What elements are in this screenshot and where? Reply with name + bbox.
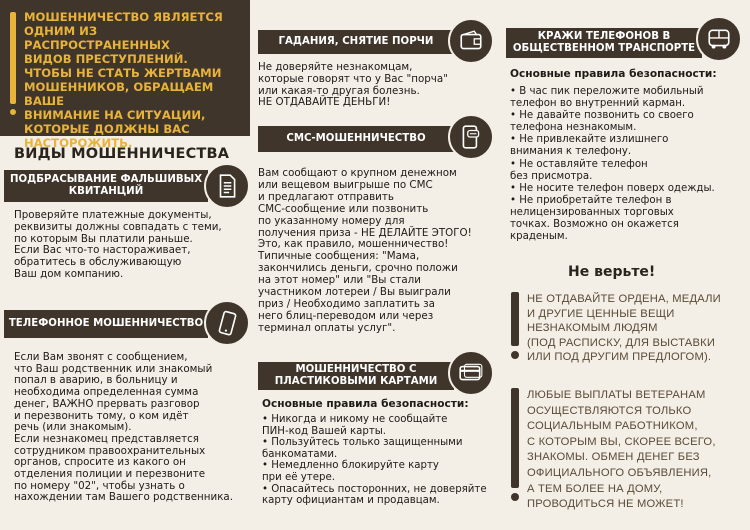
phone-fraud-text: Если Вам звонят с сообщением, что Ваш родственник или знакомый попал в аварию, в больницу и необходима определенная сумма денег, ВАЖНО прервать разговор и перезвонить тому, о ком идёт речь (или знакомым). Если незнакомец представляется сотрудником правоохранительных органов, спросите из какого он отделения полиции и перезвоните по номеру "02", чтобы узнать о нахождении там Вашего родственника. bbox=[14, 351, 233, 504]
payments-warning: ЛЮБЫЕ ВЫПЛАТЫ ВЕТЕРАНАМ ОСУЩЕСТВЛЯЮТСЯ ТОЛЬКО СОЦИАЛЬНЫМ РАБОТНИКОМ, С КОТОРЫМ ВЫ, СКОРЕЕ ВСЕГО, ЗНАКОМЫ. ОБМЕН ДЕНЕГ БЕЗ ОФИЦИАЛЬНОГО ОБЪЯВЛЕНИЯ, А ТЕМ БОЛЕЕ НА ДОМУ, ПРОВОДИТЬСЯ НЕ МОЖЕТ! bbox=[527, 389, 716, 511]
cards-rules-label: Основные правила безопасности: bbox=[262, 398, 469, 410]
fake-receipts-title: ПОДБРАСЫВАНИЕ ФАЛЬШИВЫХ КВИТАНЦИЙ bbox=[4, 170, 208, 202]
list-item: • Не привлекайте излишнего внимания к телефону. bbox=[510, 134, 669, 158]
list-item: • Не давайте позвонить со своего телефона незнакомым. bbox=[510, 110, 694, 134]
wallet-icon bbox=[448, 18, 494, 64]
sms-title: СМС-МОШЕННИЧЕСТВО bbox=[258, 126, 454, 152]
cards-bullet-list bbox=[262, 414, 498, 507]
list-item: • Не приобретайте телефон в нелицензированных торговых точках. Возможно он окажется краденым. bbox=[510, 194, 679, 243]
intro-box bbox=[0, 0, 250, 150]
phone-fraud-title: ТЕЛЕФОННОЕ МОШЕННИЧЕСТВО bbox=[4, 310, 208, 338]
credit-card-icon bbox=[448, 350, 494, 396]
list-item: • В час пик переложите мобильный телефон во внутренний карман. bbox=[510, 86, 704, 110]
document-icon bbox=[204, 163, 250, 209]
fortune-title: ГАДАНИЯ, СНЯТИЕ ПОРЧИ bbox=[258, 30, 454, 54]
types-heading: ВИДЫ МОШЕННИЧЕСТВА bbox=[14, 146, 230, 162]
exclamation-icon bbox=[508, 292, 522, 359]
list-item: • Опасайтесь посторонних, не доверяйте карту официантам и продавцам. bbox=[262, 483, 487, 507]
no-trust-heading: Не верьте! bbox=[568, 264, 656, 280]
exclamation-icon bbox=[8, 12, 18, 136]
transport-rules-label: Основные правила безопасности: bbox=[510, 68, 717, 80]
sms-text: Вам сообщают о крупном денежном или вещевом выигрыше по СМС и предлагают отправить СМС-сообщение или позвонить по указанному номеру для получения приза - НЕ ДЕЛАЙТЕ ЭТОГО! Это, как правило, мошенничество! Типичные сообщения: "Мама, закончились деньги, срочно положи на этот номер" или "Вы стали участником лотереи / Вы выиграли приз / Необходимо заплатить за него блиц-переводом или через терминал оплаты услуг". bbox=[258, 167, 472, 334]
list-item: • Никогда и никому не сообщайте ПИН-код Вашей карты. bbox=[262, 414, 448, 437]
smartphone-icon bbox=[204, 300, 250, 346]
list-item: • Не носите телефон поверх одежды. bbox=[510, 182, 715, 194]
list-item: • Немедленно блокируйте карту при её утере. bbox=[262, 460, 439, 483]
sms-phone-icon bbox=[448, 114, 494, 160]
fake-receipts-text: Проверяйте платежные документы, реквизиты должны совпадать с теми, по которым Вы платили раньше. Если Вас что-то настораживает, обратитесь в обслуживающую Ваш дом компанию. bbox=[14, 209, 222, 280]
exclamation-icon bbox=[508, 388, 522, 501]
cards-title: МОШЕННИЧЕСТВО С ПЛАСТИКОВЫМИ КАРТАМИ bbox=[258, 362, 454, 390]
medals-warning: НЕ ОТДАВАЙТЕ ОРДЕНА, МЕДАЛИ И ДРУГИЕ ЦЕННЫЕ ВЕЩИ НЕЗНАКОМЫМ ЛЮДЯМ (ПОД РАСПИСКУ, ДЛЯ ВЫСТАВКИ ИЛИ ПОД ДРУГИМ ПРЕДЛОГОМ). bbox=[527, 293, 721, 364]
list-item: • Не оставляйте телефон без присмотра. bbox=[510, 158, 648, 182]
list-item: • Пользуйтесь только защищенными банкоматами. bbox=[262, 437, 463, 460]
transport-bullet-list bbox=[510, 86, 746, 243]
bus-icon bbox=[696, 16, 742, 62]
intro-text: МОШЕННИЧЕСТВО ЯВЛЯЕТСЯ ОДНИМ ИЗ РАСПРОСТРАНЕННЫХ ВИДОВ ПРЕСТУПЛЕНИЙ. ЧТОБЫ НЕ СТАТЬ ЖЕРТВАМИ МОШЕННИКОВ, ОБРАЩАЕМ ВАШЕ ВНИМАНИЕ НА СИТУАЦИИ, КОТОРЫЕ ДОЛЖНЫ ВАС НАСТОРОЖИТЬ. bbox=[24, 10, 223, 150]
transport-title: КРАЖИ ТЕЛЕФОНОВ В ОБЩЕСТВЕННОМ ТРАНСПОРТЕ bbox=[506, 28, 702, 58]
fortune-text: Не доверяйте незнакомцам, которые говорят что у Вас "порча" или какая-то другая болезнь. НЕ ОТДАВАЙТЕ ДЕНЬГИ! bbox=[258, 61, 448, 109]
